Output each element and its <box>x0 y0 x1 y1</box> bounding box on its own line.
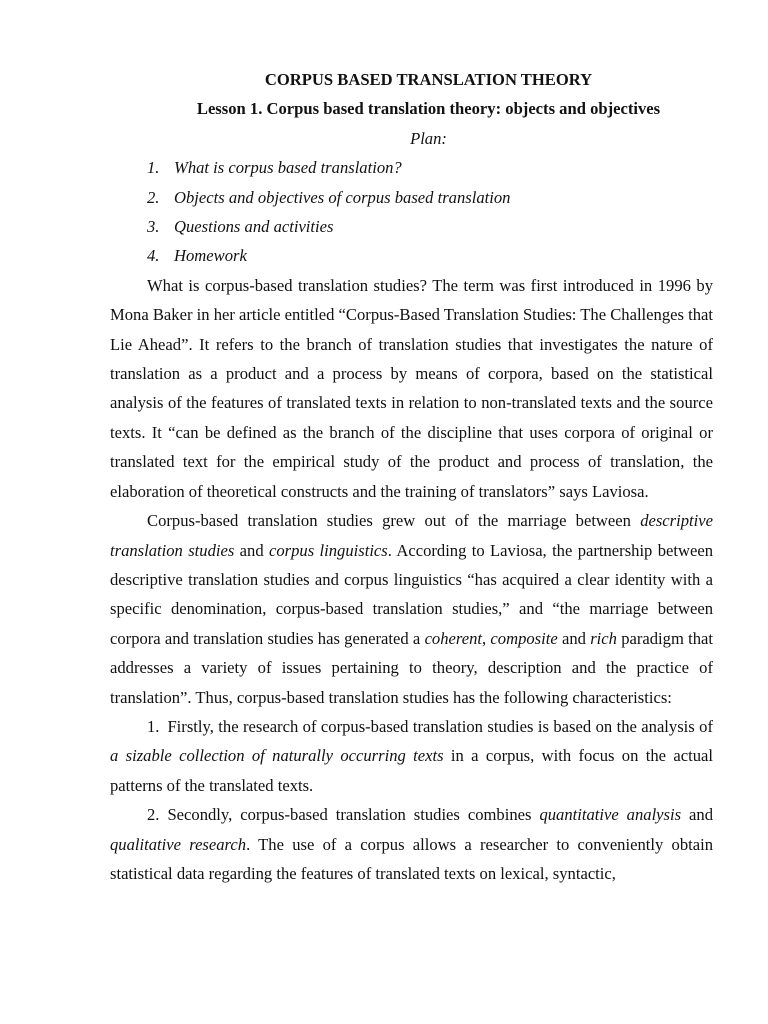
plan-item <box>147 183 713 212</box>
characteristic-item-1 <box>110 712 713 800</box>
text-run: Firstly, the research of corpus-based translation studies is based on the analysis of <box>167 716 713 736</box>
text-run: and <box>557 628 591 648</box>
emphasis-coherent: coherent <box>424 628 483 648</box>
text-run: . According to Laviosa, the partnership between descriptive translation studies and corpus linguistics “has acquired a clear identity with a specific denomination, corpus-based translation studies,” and “the marriage between corpora and translation studies has generated a <box>110 540 713 648</box>
text-run: , <box>482 628 491 648</box>
text-run: and <box>681 805 714 825</box>
plan-item-text: Homework <box>174 246 247 266</box>
text-run: . The use of a corpus allows a researcher to conveniently obtain statistical data regarding the features of translated texts on lexical, syntactic, <box>110 834 714 883</box>
text-run: and <box>234 540 269 560</box>
plan-list <box>110 153 713 271</box>
emphasis-sizable-collection: a sizable collection of naturally occurring texts <box>110 746 444 766</box>
plan-item <box>147 153 713 182</box>
emphasis-rich: rich <box>590 628 617 648</box>
document-body <box>110 65 713 888</box>
plan-item-text: What is corpus based translation? <box>174 158 402 178</box>
lesson-heading: Lesson 1. Corpus based translation theory: objects and objectives <box>196 99 661 119</box>
emphasis-corpus-linguistics: corpus linguistics <box>269 540 388 560</box>
plan-item-number: 4. <box>147 246 160 266</box>
plan-item-text: Questions and activities <box>174 217 334 237</box>
text-run: Corpus-based translation studies grew out of the marriage between <box>147 511 641 531</box>
plan-item <box>147 241 713 270</box>
paragraph-origins <box>110 506 713 712</box>
plan-item-number: 3. <box>147 217 160 237</box>
plan-item-text: Objects and objectives of corpus based translation <box>174 187 511 207</box>
emphasis-descriptive-translation-studies: descriptive translation studies <box>110 511 713 560</box>
plan-label: Plan: <box>410 128 447 148</box>
paragraph-introduction: What is corpus-based translation studies? The term was first introduced in 1996 by Mona Baker in her article entitled “Corpus-Based Translation Studies: The Challenges that Lie Ahead”. It refers to the branch of translation studies that investigates the nature of translation as a product and a process by means of corpora, based on the statistical analysis of the features of translated texts in relation to non-translated texts and the source texts. It “can be defined as the branch of the discipline that uses corpora of original or translated text for the empirical study of the product and process of translation, the elaboration of theoretical constructs and the training of translators” says Laviosa. <box>110 275 713 501</box>
emphasis-quantitative-analysis: quantitative analysis <box>539 805 682 825</box>
characteristic-item-2 <box>110 800 713 888</box>
text-run: paradigm that addresses a variety of issues pertaining to theory, description and the practice of translation”. Thus, corpus-based translation studies has the following characteristics: <box>110 628 713 707</box>
text-run: in a corpus, with focus on the actual patterns of the translated texts. <box>110 746 713 795</box>
plan-item-number: 1. <box>147 158 160 178</box>
emphasis-composite: composite <box>490 628 558 648</box>
item-number: 1. <box>147 716 160 736</box>
text-run: Secondly, corpus-based translation studies combines <box>167 805 540 825</box>
emphasis-qualitative-research: qualitative research <box>110 834 247 854</box>
plan-item <box>147 212 713 241</box>
document-title: CORPUS BASED TRANSLATION THEORY <box>264 70 593 89</box>
plan-item-number: 2. <box>147 187 160 207</box>
item-number: 2. <box>147 805 160 825</box>
